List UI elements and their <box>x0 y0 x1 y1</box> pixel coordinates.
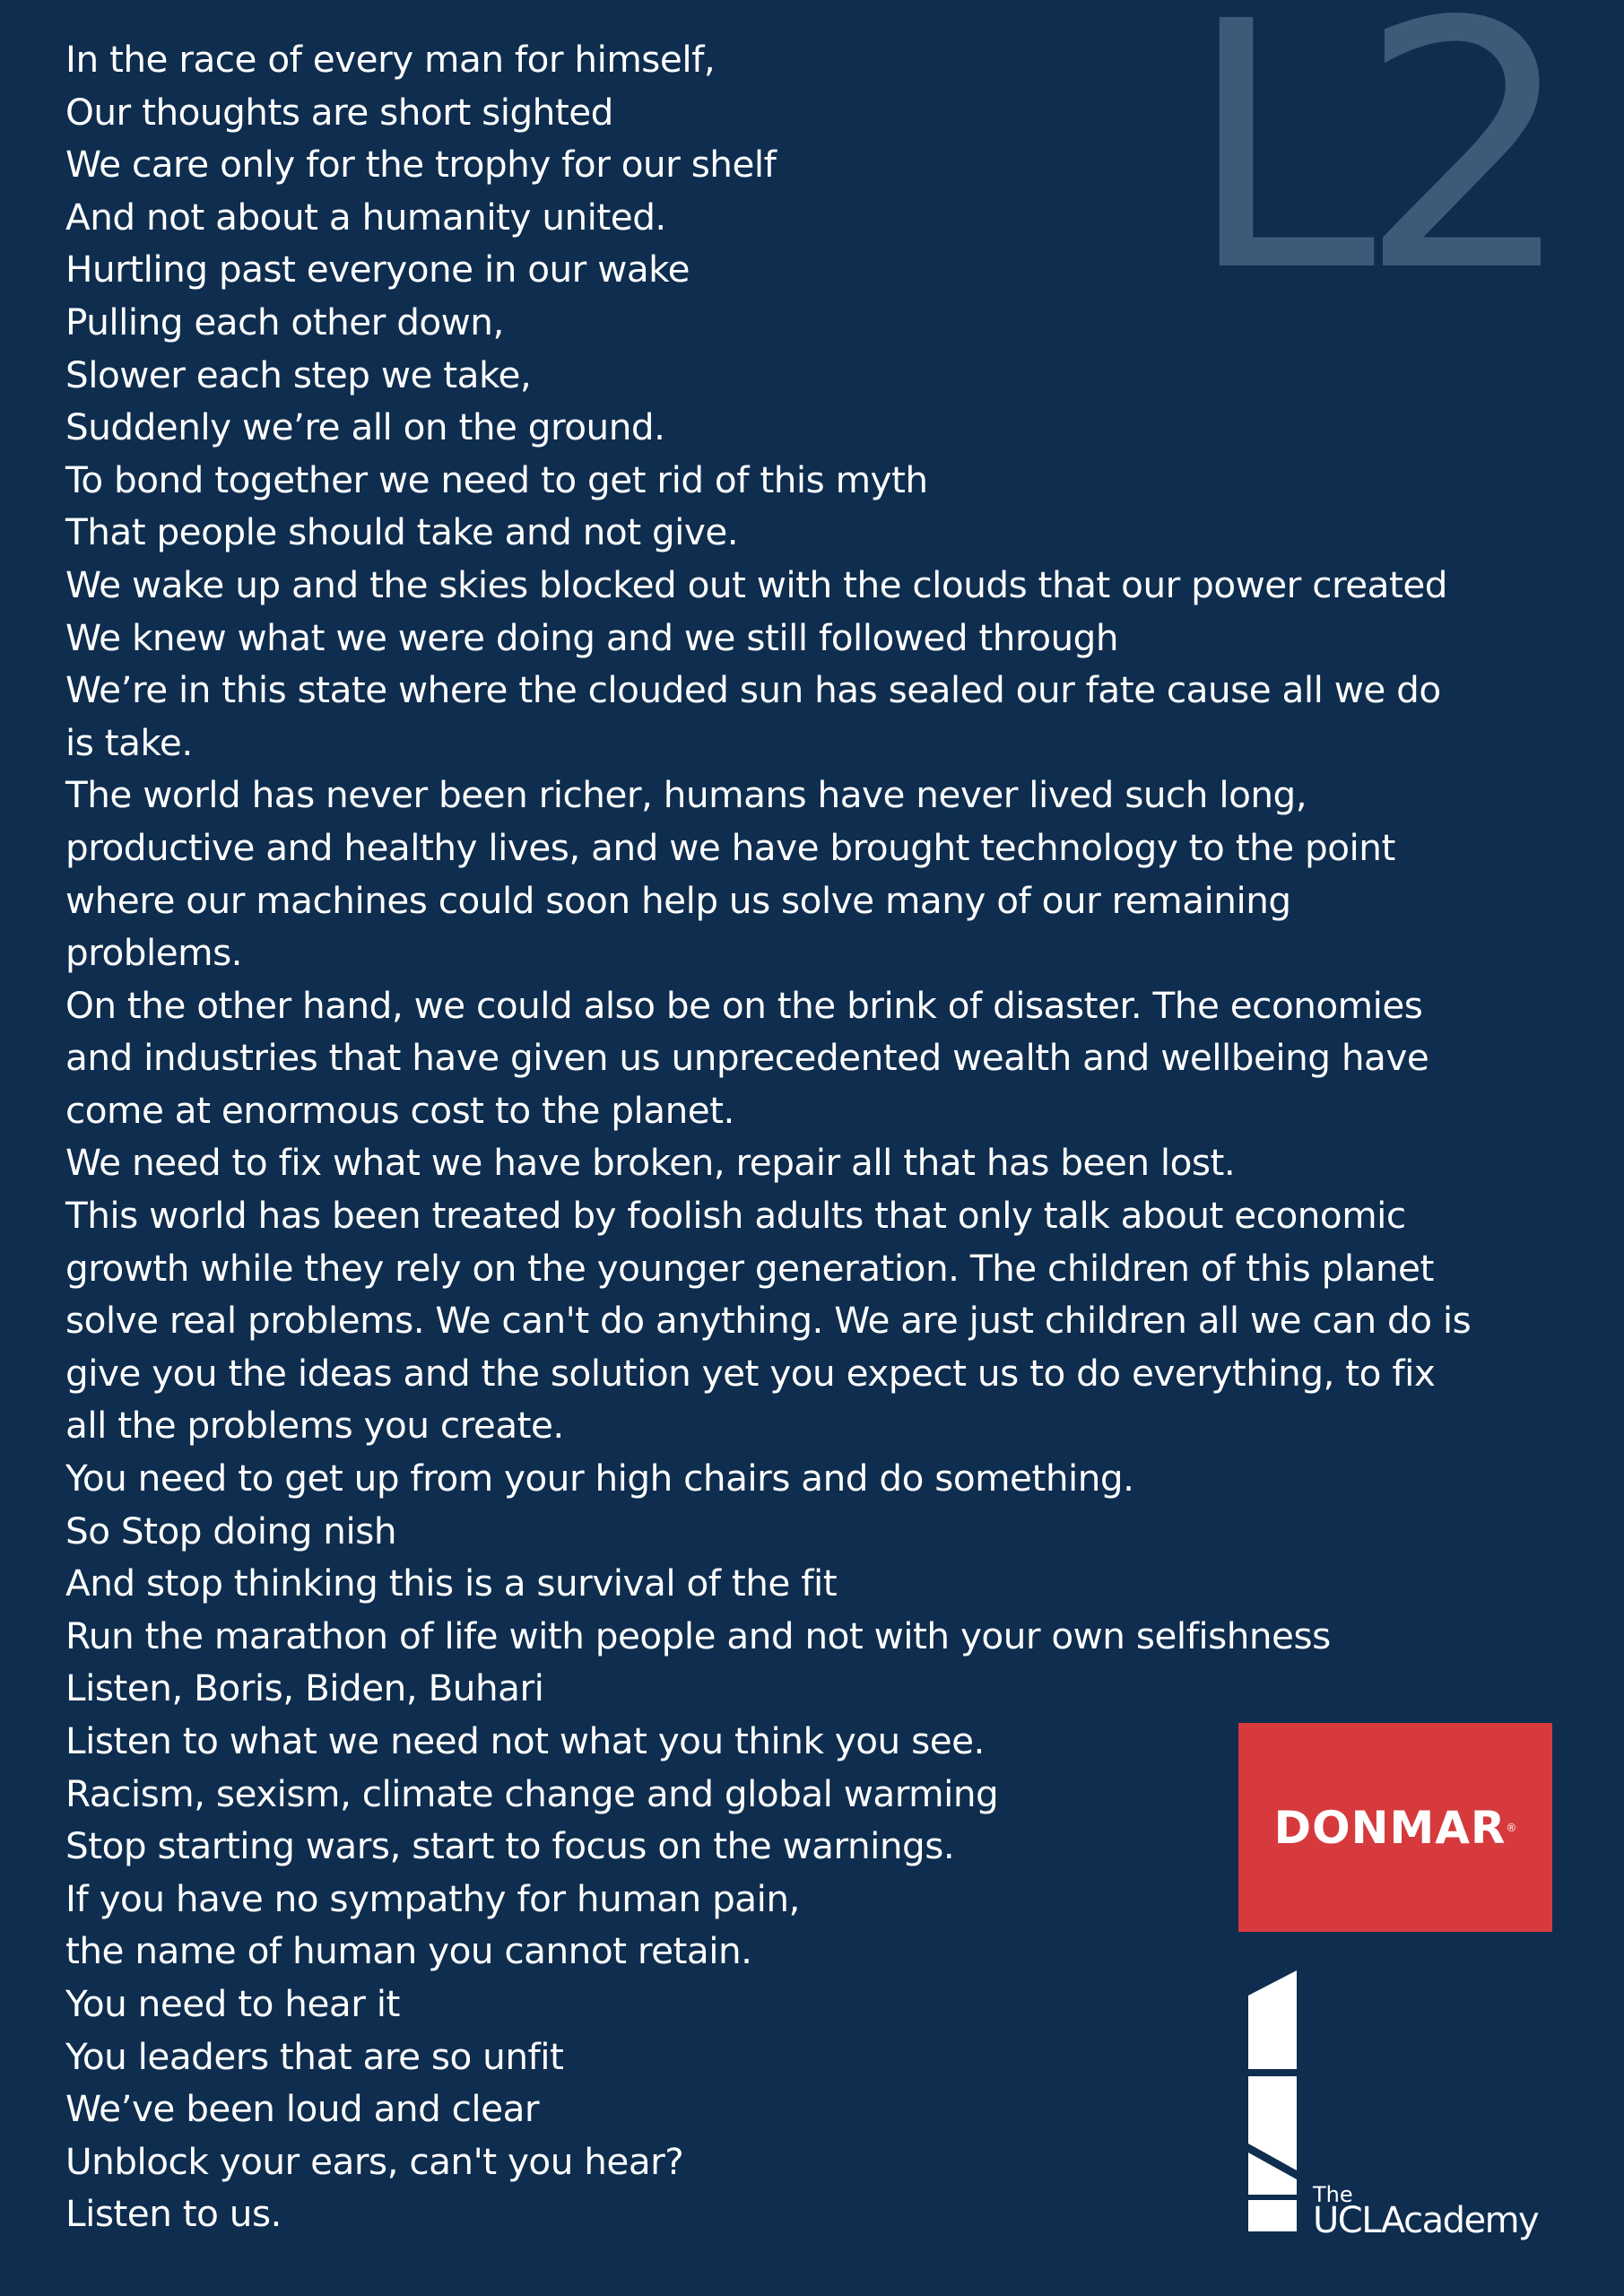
registered-mark-icon: ® <box>1506 1821 1517 1834</box>
poem-line: is take. <box>65 720 193 764</box>
poem-line: You leaders that are so unfit <box>65 2034 564 2078</box>
poem-line: So Stop doing nish <box>65 1509 396 1552</box>
page-watermark: L2 <box>1185 0 1557 346</box>
poem-line: The world has never been richer, humans have never lived such long, <box>65 773 1307 817</box>
poem-line: productive and healthy lives, and we have brought technology to the point <box>65 825 1395 869</box>
poem-line: give you the ideas and the solution yet you expect us to do everything, to fix <box>65 1351 1436 1395</box>
poem-line: Pulling each other down, <box>65 300 504 344</box>
poem-line: We’ve been loud and clear <box>65 2087 540 2131</box>
poem-line: On the other hand, we could also be on the brink of disaster. The economies <box>65 983 1423 1027</box>
poem-line: Hurtling past everyone in our wake <box>65 248 690 291</box>
poem-line: problems. <box>65 931 243 975</box>
donmar-wordmark: DONMAR <box>1273 1801 1507 1854</box>
ucl-academy-name: UCLAcademy <box>1313 2200 1539 2241</box>
ucl-tower-icon <box>1245 1969 1316 2238</box>
poem-line: Run the marathon of life with people and not with your own selfishness <box>65 1613 1331 1657</box>
poem-line: In the race of every man for himself, <box>65 38 716 81</box>
donmar-logo <box>1238 1723 1552 1932</box>
poem-line: Our thoughts are short sighted <box>65 90 613 134</box>
poem-line: We care only for the trophy for our shelf <box>65 143 777 187</box>
poem-line: To bond together we need to get rid of this myth <box>65 457 928 501</box>
poem-line: Listen, Boris, Biden, Buhari <box>65 1666 544 1710</box>
poem-line: We’re in this state where the clouded sun has sealed our fate cause all we do <box>65 668 1441 712</box>
poem-line: Listen to us. <box>65 2192 282 2236</box>
poem-line: Slower each step we take, <box>65 352 532 396</box>
poem-line: And stop thinking this is a survival of the fit <box>65 1561 838 1605</box>
poem-line: where our machines could soon help us solve many of our remaining <box>65 878 1291 922</box>
poem-line: Racism, sexism, climate change and global warming <box>65 1771 999 1815</box>
poem-line: Listen to what we need not what you think you see. <box>65 1719 985 1762</box>
poem-line: come at enormous cost to the planet. <box>65 1088 734 1132</box>
poem-line: And not about a humanity united. <box>65 195 666 239</box>
ucl-the-label: The <box>1313 2182 1353 2207</box>
poem-line: We knew what we were doing and we still followed through <box>65 615 1119 659</box>
poem-line: growth while they rely on the younger generation. The children of this planet <box>65 1246 1434 1290</box>
poem-line: all the problems you create. <box>65 1404 564 1448</box>
poem-line: We need to fix what we have broken, repair all that has been lost. <box>65 1141 1236 1185</box>
poem-line: You need to hear it <box>65 1981 400 2025</box>
poem-line: solve real problems. We can't do anything. We are just children all we can do is <box>65 1299 1472 1343</box>
poem-line: We wake up and the skies blocked out with the clouds that our power created <box>65 562 1447 606</box>
poem-line: Unblock your ears, can't you hear? <box>65 2139 684 2183</box>
poem-line: Suddenly we’re all on the ground. <box>65 405 665 449</box>
poem-line: the name of human you cannot retain. <box>65 1929 752 1973</box>
ucl-academy-logo <box>1245 1969 1559 2241</box>
poem-line: and industries that have given us unprecedented wealth and wellbeing have <box>65 1036 1429 1080</box>
poem-line: That people should take and not give. <box>65 510 739 554</box>
poem-line: If you have no sympathy for human pain, <box>65 1876 800 1920</box>
poem-line: You need to get up from your high chairs and do something. <box>65 1457 1134 1500</box>
poem-line: This world has been treated by foolish adults that only talk about economic <box>65 1194 1406 1238</box>
poem-line: Stop starting wars, start to focus on the warnings. <box>65 1824 955 1868</box>
